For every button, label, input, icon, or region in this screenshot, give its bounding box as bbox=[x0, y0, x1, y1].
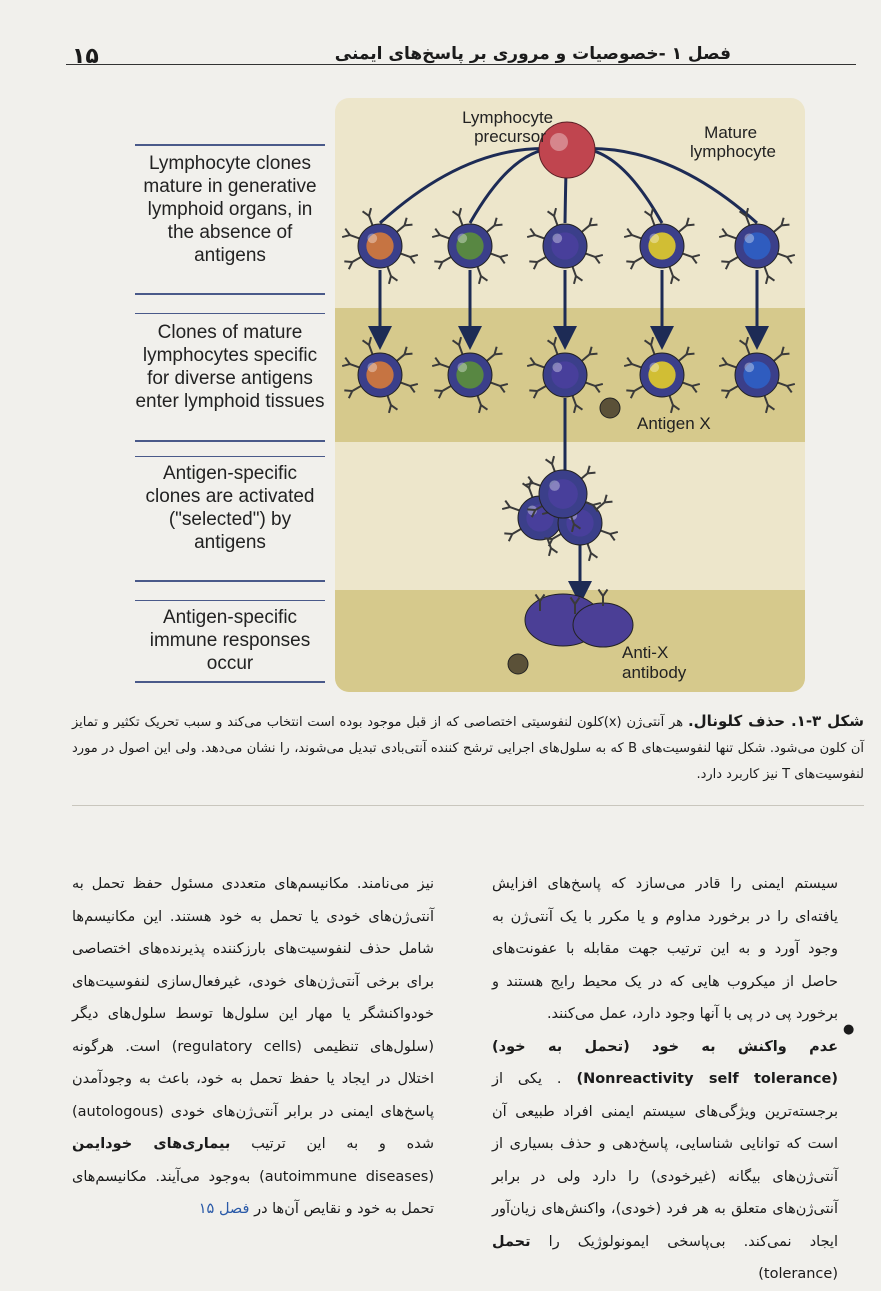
receptor bbox=[683, 383, 692, 386]
receptor bbox=[535, 364, 544, 367]
receptor bbox=[768, 405, 775, 410]
receptor bbox=[439, 391, 442, 398]
receptor bbox=[670, 267, 673, 276]
antigen-x-label: Antigen X bbox=[637, 414, 711, 433]
receptor bbox=[439, 262, 442, 269]
receptor bbox=[651, 345, 654, 354]
receptor bbox=[589, 553, 591, 561]
receptor bbox=[527, 364, 535, 366]
cell-highlight bbox=[744, 233, 754, 243]
receptor bbox=[453, 340, 460, 345]
receptor bbox=[435, 358, 440, 365]
bullet-term: تحمل bbox=[492, 1233, 531, 1250]
receptor bbox=[787, 257, 792, 264]
receptor bbox=[344, 390, 352, 391]
receptor bbox=[582, 225, 590, 231]
receptor bbox=[632, 235, 641, 238]
receptor bbox=[369, 216, 372, 225]
plasma-cell bbox=[573, 603, 633, 647]
chapter-link[interactable]: فصل ۱۵ bbox=[198, 1201, 250, 1217]
receptor bbox=[500, 255, 508, 257]
receptor bbox=[740, 340, 747, 345]
receptor bbox=[527, 509, 535, 510]
receptor bbox=[787, 255, 795, 257]
antigen-body bbox=[600, 398, 620, 418]
receptor bbox=[671, 276, 673, 284]
receptor bbox=[525, 483, 533, 485]
receptor bbox=[530, 229, 535, 236]
receptor bbox=[548, 211, 555, 216]
receptor bbox=[634, 386, 643, 391]
receptor bbox=[434, 261, 442, 262]
receptor bbox=[778, 254, 787, 257]
receptor bbox=[500, 386, 505, 393]
receptor bbox=[512, 529, 521, 534]
step-rule bbox=[135, 144, 325, 146]
receptor bbox=[586, 254, 595, 257]
receptor bbox=[391, 276, 398, 281]
receptor bbox=[670, 396, 673, 405]
anti-x-antibody-label: Anti-X antibody bbox=[622, 643, 687, 682]
receptor bbox=[782, 225, 790, 226]
receptor bbox=[692, 384, 700, 386]
bullet-icon: ● bbox=[843, 1022, 855, 1037]
receptor bbox=[552, 456, 554, 464]
precursor-body bbox=[539, 122, 595, 178]
receptor bbox=[679, 354, 687, 360]
receptor bbox=[350, 235, 359, 238]
receptor bbox=[588, 544, 591, 553]
caption-label: شکل ۳-۱. حذف کلونال. bbox=[687, 712, 864, 730]
cell-highlight bbox=[367, 362, 377, 372]
receptor bbox=[369, 345, 372, 354]
receptor bbox=[548, 340, 555, 345]
tissue-clone-cell bbox=[719, 337, 795, 413]
receptor bbox=[554, 208, 556, 216]
receptor bbox=[576, 405, 583, 410]
receptor bbox=[632, 364, 641, 367]
receptor bbox=[435, 229, 440, 236]
receptor bbox=[610, 534, 615, 541]
receptor bbox=[651, 337, 653, 345]
receptor bbox=[442, 257, 451, 262]
receptor bbox=[729, 257, 738, 262]
receptor bbox=[551, 548, 558, 553]
receptor bbox=[352, 386, 361, 391]
receptor bbox=[534, 262, 537, 269]
receptor bbox=[582, 354, 590, 360]
receptor bbox=[787, 386, 792, 393]
autoimmune-term: بیماری‌های خودایمن bbox=[72, 1136, 231, 1152]
receptor bbox=[352, 257, 361, 262]
caption-rule bbox=[72, 805, 864, 806]
receptor bbox=[410, 255, 418, 257]
receptor bbox=[478, 396, 481, 405]
receptor bbox=[459, 345, 462, 354]
step-rule bbox=[135, 293, 325, 295]
receptor bbox=[534, 391, 537, 398]
receptor bbox=[692, 386, 697, 393]
tissue-clone-cell bbox=[432, 337, 508, 413]
receptor bbox=[590, 354, 598, 355]
lineage-curve bbox=[380, 149, 567, 223]
receptor bbox=[603, 589, 608, 596]
receptor bbox=[397, 354, 405, 360]
page-header bbox=[0, 0, 881, 72]
receptor bbox=[546, 459, 553, 464]
receptor bbox=[529, 488, 532, 497]
receptor bbox=[673, 405, 680, 410]
receptor bbox=[726, 262, 729, 269]
tissue-clone-cell bbox=[624, 337, 700, 413]
receptor bbox=[593, 503, 601, 505]
receptor bbox=[727, 235, 736, 238]
step-rule bbox=[135, 580, 325, 582]
receptor bbox=[487, 354, 495, 360]
receptor bbox=[410, 257, 415, 264]
receptor bbox=[722, 229, 727, 236]
receptor bbox=[774, 354, 782, 360]
receptor bbox=[554, 345, 557, 354]
receptor bbox=[401, 254, 410, 257]
figure-step-3: Antigen-specific clones are activated ("selected") by antigens bbox=[145, 463, 315, 553]
bullet-heading: عدم واکنش به خود (تحمل به خود) (Nonreactivity self tolerance) bbox=[492, 1038, 838, 1087]
cell-highlight bbox=[744, 362, 754, 372]
receptor bbox=[342, 364, 350, 366]
precursor-highlight bbox=[550, 133, 568, 151]
antigen-x-icon bbox=[508, 654, 528, 674]
receptor bbox=[363, 340, 370, 345]
receptor bbox=[768, 276, 775, 281]
receptor bbox=[631, 262, 634, 269]
tissue-clone-cell bbox=[342, 337, 418, 413]
receptor bbox=[479, 405, 481, 413]
receptor bbox=[502, 507, 510, 509]
receptor bbox=[481, 276, 488, 281]
plasma-cells bbox=[525, 594, 633, 647]
receptor bbox=[509, 534, 512, 541]
receptor bbox=[342, 235, 350, 237]
receptor bbox=[766, 276, 768, 284]
figure-drawing bbox=[335, 98, 805, 692]
receptor bbox=[631, 391, 634, 398]
paragraph-intro: سیستم ایمنی را قادر می‌سازد که پاسخ‌های افزایش یافته‌ای را در برخورد مداوم و یا مکرر با یک آنتی‌ژن به وجود آورد و به این ترتیب جهت مقابله با عفونت‌های حاصل از میکروب هایی که در یک محیط رایج هستند و برخورد پی در پی با آنها وجود دارد، عمل می‌کنند. bbox=[492, 876, 838, 1022]
receptor bbox=[459, 216, 462, 225]
receptor bbox=[505, 501, 510, 508]
receptor bbox=[595, 386, 600, 393]
receptor bbox=[432, 364, 440, 366]
running-title: فصل ۱ -خصوصیات و مروری بر پاسخ‌های ایمنی bbox=[334, 44, 731, 64]
receptor bbox=[722, 358, 727, 365]
receptor bbox=[530, 358, 535, 365]
receptor bbox=[590, 225, 598, 226]
receptor bbox=[683, 254, 692, 257]
receptor bbox=[487, 225, 495, 231]
figure-caption bbox=[72, 708, 864, 788]
receptor bbox=[782, 354, 790, 355]
step-rule bbox=[135, 456, 325, 457]
receptor bbox=[574, 276, 576, 284]
receptor bbox=[432, 235, 440, 237]
bullet-term-en: (tolerance) bbox=[758, 1266, 838, 1282]
receptor bbox=[529, 390, 537, 391]
receptor bbox=[389, 276, 391, 284]
clonal-selection-figure bbox=[335, 98, 805, 692]
figure-step-1: Lymphocyte clones mature in generative lymphoid organs, in the absence of antigens bbox=[143, 153, 317, 266]
cell-highlight bbox=[367, 233, 377, 243]
receptor bbox=[527, 235, 535, 237]
receptor bbox=[595, 255, 603, 257]
receptor bbox=[504, 533, 512, 534]
receptor bbox=[591, 553, 598, 558]
receptor bbox=[537, 257, 546, 262]
receptor bbox=[410, 384, 418, 386]
receptor bbox=[624, 364, 632, 366]
receptor bbox=[651, 216, 654, 225]
receptor bbox=[576, 276, 583, 281]
receptor bbox=[726, 391, 729, 398]
cell-highlight bbox=[649, 233, 659, 243]
receptor bbox=[459, 337, 461, 345]
receptor bbox=[397, 225, 405, 231]
cell-highlight bbox=[457, 233, 467, 243]
receptor bbox=[440, 235, 449, 238]
receptor bbox=[495, 225, 503, 226]
receptor bbox=[349, 262, 352, 269]
receptor bbox=[369, 337, 371, 345]
receptor bbox=[344, 261, 352, 262]
cell-highlight bbox=[549, 480, 560, 491]
receptor bbox=[491, 383, 500, 386]
receptor bbox=[350, 364, 359, 367]
paragraph-autoimmune: (autoimmune diseases) به‌وجود می‌آیند. مکانیسم‌های تحمل به خود و نقایص آن‌ها در bbox=[72, 1168, 434, 1217]
receptor bbox=[692, 255, 700, 257]
cell-highlight bbox=[552, 233, 562, 243]
receptor bbox=[529, 261, 537, 262]
caption-text: هر آنتی‌ژن (x)کلون لنفوسیتی اختصاصی که از قبل موجود بوده است انتخاب می‌کند و سبب تحریک تکثیر و تمایز آن کلون می‌شود. شکل تنها لنفوسیت‌های B که به سلول‌های اجرایی ترشح کننده آنتی‌بادی تبدیل می‌شوند، را نشان می‌دهد. ولی این اصول در مورد لنفوسیت‌های T نیز کاربرد دارد. bbox=[72, 715, 864, 782]
receptor bbox=[765, 396, 768, 405]
receptor bbox=[369, 208, 371, 216]
receptor bbox=[729, 386, 738, 391]
step-rule bbox=[135, 681, 325, 683]
receptor bbox=[687, 225, 695, 226]
receptor bbox=[626, 390, 634, 391]
receptor bbox=[391, 405, 398, 410]
receptor bbox=[479, 276, 481, 284]
receptor bbox=[434, 390, 442, 391]
receptor bbox=[645, 211, 652, 216]
receptor bbox=[787, 384, 795, 386]
receptor bbox=[549, 548, 551, 556]
receptor bbox=[721, 261, 729, 262]
receptor bbox=[588, 473, 596, 474]
receptor bbox=[766, 405, 768, 413]
receptor bbox=[459, 208, 461, 216]
receptor bbox=[651, 208, 653, 216]
receptor bbox=[345, 229, 350, 236]
receptor bbox=[345, 358, 350, 365]
body-column-left bbox=[72, 868, 434, 1226]
receptor bbox=[671, 405, 673, 413]
receptor bbox=[624, 235, 632, 237]
antigen-x-icon bbox=[600, 398, 620, 418]
receptor bbox=[401, 383, 410, 386]
receptor bbox=[554, 216, 557, 225]
receptor bbox=[442, 386, 451, 391]
figure-step-4: Antigen-specific immune responses occur bbox=[149, 607, 311, 674]
receptor bbox=[645, 340, 652, 345]
receptor bbox=[510, 507, 519, 510]
receptor bbox=[405, 354, 413, 355]
receptor bbox=[746, 337, 748, 345]
receptor bbox=[405, 225, 413, 226]
precursor-cell bbox=[539, 122, 595, 178]
receptor bbox=[692, 257, 697, 264]
receptor bbox=[634, 257, 643, 262]
receptor bbox=[610, 532, 618, 534]
cell-highlight bbox=[552, 362, 562, 372]
receptor bbox=[573, 396, 576, 405]
receptor bbox=[719, 235, 727, 237]
figure-step-2: Clones of mature lymphocytes specific for diverse antigens enter lymphoid tissues bbox=[135, 322, 325, 412]
receptor bbox=[586, 383, 595, 386]
receptor bbox=[388, 396, 391, 405]
receptor bbox=[605, 502, 613, 503]
cell-highlight bbox=[457, 362, 467, 372]
receptor bbox=[595, 257, 600, 264]
receptor bbox=[388, 267, 391, 276]
receptor bbox=[574, 405, 576, 413]
receptor bbox=[627, 229, 632, 236]
receptor bbox=[349, 391, 352, 398]
receptor bbox=[495, 354, 503, 355]
receptor bbox=[626, 261, 634, 262]
step-rule bbox=[135, 600, 325, 601]
antigen-body bbox=[508, 654, 528, 674]
body-column-right bbox=[492, 868, 838, 1291]
receptor bbox=[778, 383, 787, 386]
bullet-text: . یکی از برجسته‌ترین ویژگی‌های سیستم ایمنی افراد طبیعی آن است که توانایی شناسایی، پاسخ‌دهی و حذف بسیاری از آنتی‌ژن‌های بیگانه (غیرخودی) را دارد ولی در برابر آنتی‌ژن‌های متعلق به هر فرد (خودی)، واکنش‌های زیان‌آور ایجاد نمی‌کند. بی‌پاسخی ایمونولوژیک را bbox=[492, 1071, 838, 1250]
receptor bbox=[410, 386, 415, 393]
receptor bbox=[573, 267, 576, 276]
receptor bbox=[601, 531, 610, 534]
receptor bbox=[721, 390, 729, 391]
receptor bbox=[389, 405, 391, 413]
receptor bbox=[673, 276, 680, 281]
receptor bbox=[491, 254, 500, 257]
receptor bbox=[765, 267, 768, 276]
receptor bbox=[478, 267, 481, 276]
cell-highlight bbox=[649, 362, 659, 372]
receptor bbox=[746, 345, 749, 354]
step-rule bbox=[135, 313, 325, 314]
receptor bbox=[537, 386, 546, 391]
receptor bbox=[500, 257, 505, 264]
receptor bbox=[774, 225, 782, 231]
receptor bbox=[719, 364, 727, 366]
receptor bbox=[453, 211, 460, 216]
step-rule bbox=[135, 440, 325, 442]
receptor bbox=[598, 589, 603, 596]
receptor bbox=[440, 364, 449, 367]
receptor bbox=[687, 354, 695, 355]
receptor bbox=[595, 384, 603, 386]
receptor bbox=[363, 211, 370, 216]
receptor bbox=[727, 364, 736, 367]
mature-lymphocyte-label: Mature lymphocyte bbox=[690, 123, 776, 161]
receptor bbox=[627, 358, 632, 365]
receptor bbox=[544, 538, 552, 539]
receptor bbox=[481, 405, 488, 410]
paragraph-tolerance: نیز می‌نامند. مکانیسم‌های متعددی مسئول حفظ تحمل به آنتی‌ژن‌های خودی یا تحمل به خود هستند. این مکانیسم‌ها شامل حذف لنفوسیت‌های بارزکننده پذیرنده‌های اختصاصی برای برخی آنتی‌ژن‌های خودی، غیرفعال‌سازی لنفوسیت‌های خودواکنشگر یا مهار این سلول‌ها توسط سلول‌های دیگر (سلول‌های تنظیمی (regulatory cells) است. هرگونه اختلال در ایجاد یا حفظ تحمل به خود، باعث به وجودآمدن پاسخ‌های ایمنی در برابر آنتی‌ژن‌های خودی (autologous) شده و به این ترتیب bbox=[72, 876, 434, 1152]
precursor-label: Lymphocyte precursor bbox=[462, 108, 554, 146]
header-rule bbox=[66, 64, 856, 65]
receptor bbox=[679, 225, 687, 231]
receptor bbox=[500, 384, 508, 386]
receptor bbox=[535, 235, 544, 238]
receptor bbox=[554, 337, 556, 345]
page-number: ۱۵ bbox=[72, 44, 99, 69]
